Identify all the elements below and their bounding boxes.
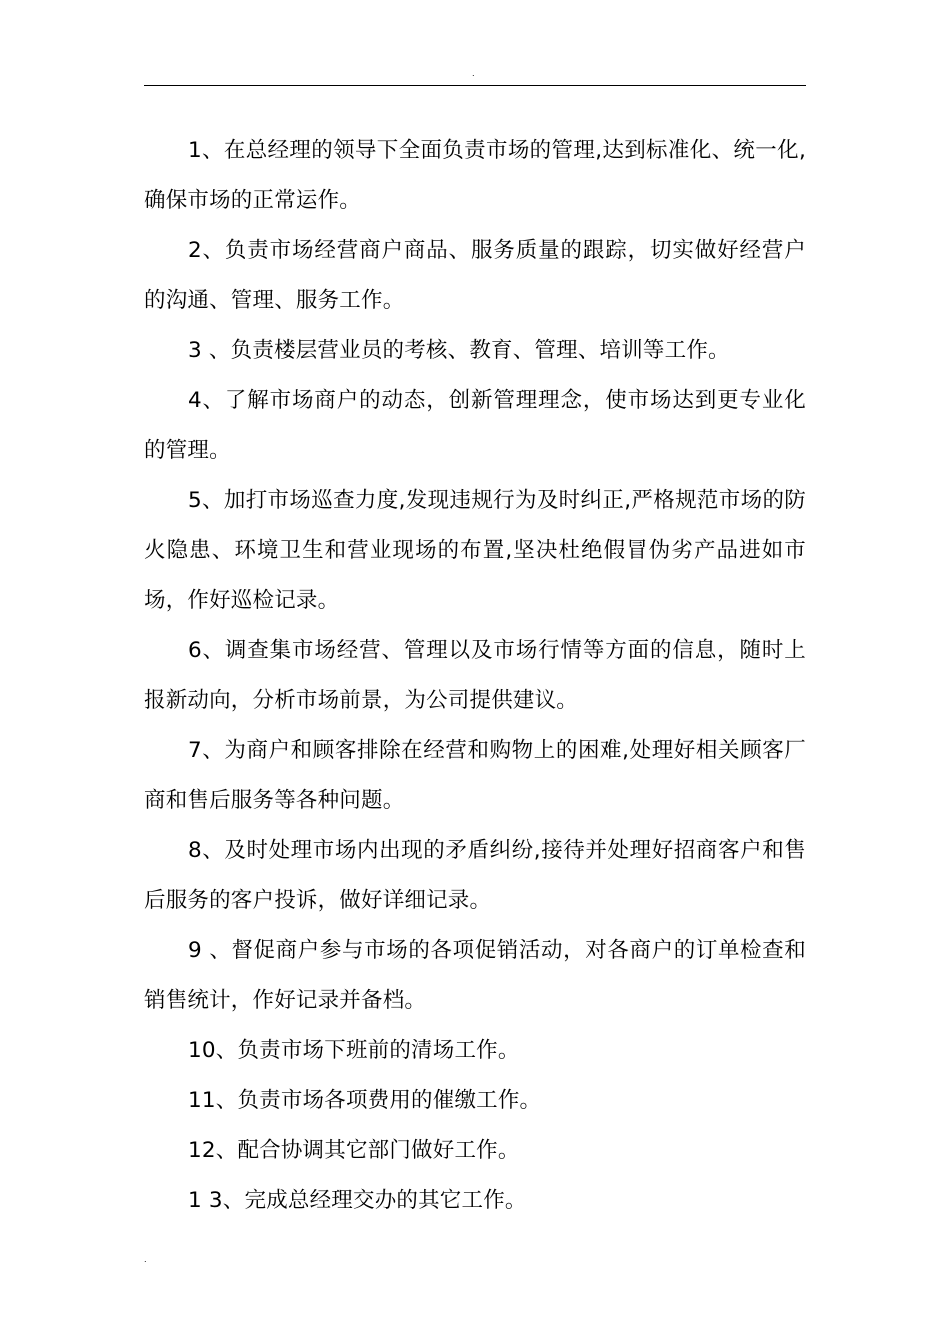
duty-item-2: 2、负责市场经营商户商品、服务质量的跟踪，切实做好经营户的沟通、管理、服务工作。 bbox=[144, 238, 806, 313]
duty-item-7: 7、为商户和顾客排除在经营和购物上的困难,处理好相关顾客厂商和售后服务等各种问题。 bbox=[144, 738, 806, 813]
duty-item-10: 10、负责市场下班前的清场工作。 bbox=[188, 1038, 520, 1063]
footer-mark: . bbox=[144, 1255, 147, 1264]
document-body bbox=[144, 126, 806, 1226]
duty-item-5: 5、加打市场巡查力度,发现违规行为及时纠正,严格规范市场的防火隐患、环境卫生和营业现场的布置,坚决杜绝假冒伪劣产品进如市场，作好巡检记录。 bbox=[144, 488, 806, 613]
duty-item-11: 11、负责市场各项费用的催缴工作。 bbox=[188, 1088, 542, 1113]
duty-item-12: 12、配合协调其它部门做好工作。 bbox=[188, 1138, 520, 1163]
header-mark: . bbox=[472, 69, 475, 78]
duty-item-13: 1 3、完成总经理交办的其它工作。 bbox=[188, 1188, 527, 1213]
duty-item-9: 9 、督促商户参与市场的各项促销活动，对各商户的订单检查和销售统计，作好记录并备档。 bbox=[144, 938, 806, 1013]
duty-item-1: 1、在总经理的领导下全面负责市场的管理,达到标准化、统一化,确保市场的正常运作。 bbox=[144, 138, 806, 213]
duty-item-4: 4、了解市场商户的动态，创新管理理念，使市场达到更专业化的管理。 bbox=[144, 388, 806, 463]
duty-item-8: 8、及时处理市场内出现的矛盾纠纷,接待并处理好招商客户和售后服务的客户投诉，做好详细记录。 bbox=[144, 838, 806, 913]
duty-item-3: 3 、负责楼层营业员的考核、教育、管理、培训等工作。 bbox=[188, 338, 730, 363]
duty-item-6: 6、调查集市场经营、管理以及市场行情等方面的信息，随时上报新动向，分析市场前景，为公司提供建议。 bbox=[144, 638, 806, 713]
header-rule bbox=[144, 85, 806, 86]
